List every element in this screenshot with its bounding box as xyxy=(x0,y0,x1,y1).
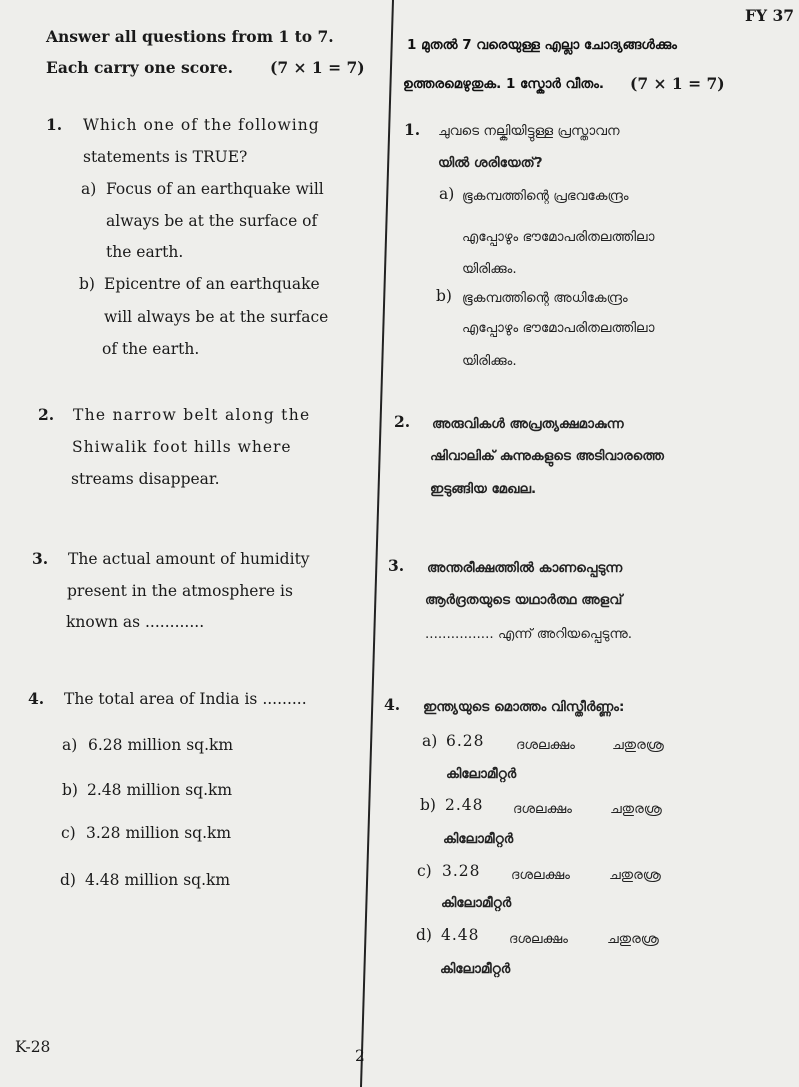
option-unit: ചതുരശ്ര xyxy=(609,867,661,883)
option-text: 6.28 million sq.km xyxy=(88,736,234,754)
option-unit: ദശലക്ഷം xyxy=(509,931,568,947)
paper-code: FY 37 xyxy=(745,6,795,25)
option-unit: കിലോമീറ്റർ xyxy=(441,895,512,911)
option-number: 6.28 xyxy=(446,732,485,750)
option-label: a) xyxy=(81,180,97,198)
instruction-line-2: ഉത്തരമെഴുതുക. 1 സ്കോർ വീതം. xyxy=(403,76,605,92)
footer-code: K-28 xyxy=(15,1038,51,1056)
question-text: Which one of the following xyxy=(83,116,320,134)
question-number: 2. xyxy=(394,412,411,431)
option-text: 4.48 million sq.km xyxy=(85,871,231,889)
question-number: 3. xyxy=(388,556,405,575)
option-label: b) xyxy=(79,275,95,293)
question-text: ചുവടെ നല്കിയിട്ടുള്ള പ്രസ്താവന xyxy=(438,123,620,139)
option-unit: ചതുരശ്ര xyxy=(610,801,662,817)
question-number: 3. xyxy=(32,549,49,568)
option-label: a) xyxy=(439,185,455,203)
option-label: c) xyxy=(61,824,76,842)
instruction-line-1: Answer all questions from 1 to 7. xyxy=(46,27,334,46)
option-text: ഭൂകമ്പത്തിന്റെ അധികേന്ദ്രം xyxy=(462,290,628,306)
question-number: 1. xyxy=(46,115,63,134)
option-label: b) xyxy=(436,287,452,305)
option-label: b) xyxy=(62,781,78,799)
option-unit: ദശലക്ഷം xyxy=(516,737,575,753)
question-text: present in the atmosphere is xyxy=(67,582,293,600)
option-unit: കിലോമീറ്റർ xyxy=(443,831,514,847)
option-unit: ദശലക്ഷം xyxy=(511,867,570,883)
option-text: 3.28 million sq.km xyxy=(86,824,232,842)
question-text: യിൽ ശരിയേത്? xyxy=(438,155,543,171)
option-number: 3.28 xyxy=(442,862,481,880)
option-text: യിരിക്കും. xyxy=(462,353,517,369)
option-text: ഭൂകമ്പത്തിന്റെ പ്രഭവകേന്ദ്രം xyxy=(462,188,629,204)
option-text: the earth. xyxy=(106,243,184,261)
question-number: 2. xyxy=(38,405,55,424)
option-label: d) xyxy=(60,871,76,889)
option-text: Focus of an earthquake will xyxy=(106,180,324,198)
option-text: Epicentre of an earthquake xyxy=(104,275,320,293)
question-text: statements is TRUE? xyxy=(83,148,248,166)
option-unit: ചതുരശ്ര xyxy=(607,931,659,947)
page-number: 2 xyxy=(355,1047,365,1065)
option-text: of the earth. xyxy=(102,340,200,358)
question-text: ആർദ്രതയുടെ യഥാർത്ഥ അളവ് xyxy=(425,592,623,608)
option-unit: കിലോമീറ്റർ xyxy=(446,766,517,782)
option-text: എപ്പോഴും ഭൗമോപരിതലത്തിലാ xyxy=(462,229,655,245)
option-text: യിരിക്കും. xyxy=(462,261,517,277)
question-text: The actual amount of humidity xyxy=(68,550,310,568)
option-unit: ചതുരശ്ര xyxy=(612,737,664,753)
question-text: Shiwalik foot hills where xyxy=(72,438,292,456)
option-label: d) xyxy=(416,926,432,944)
question-number: 1. xyxy=(404,120,421,139)
option-unit: ദശലക്ഷം xyxy=(513,801,572,817)
score-note: (7 × 1 = 7) xyxy=(630,74,725,93)
question-text: അന്തരീക്ഷത്തിൽ കാണപ്പെടുന്ന xyxy=(427,560,623,576)
question-text: ഷിവാലിക് കുന്നുകളുടെ അടിവാരത്തെ xyxy=(430,448,664,464)
instruction-line-2: Each carry one score. xyxy=(46,58,233,77)
instruction-line-1: 1 മുതൽ 7 വരെയുള്ള എല്ലാ ചോദ്യങ്ങൾക്കും xyxy=(407,37,677,53)
option-text: എപ്പോഴും ഭൗമോപരിതലത്തിലാ xyxy=(462,320,655,336)
option-label: c) xyxy=(417,862,432,880)
question-text: ഇന്ത്യയുടെ മൊത്തം വിസ്തീർണ്ണം: xyxy=(423,699,625,715)
option-label: a) xyxy=(422,732,438,750)
option-text: 2.48 million sq.km xyxy=(87,781,233,799)
question-text: ................ എന്ന് അറിയപ്പെടുന്നു. xyxy=(425,626,633,642)
option-unit: കിലോമീറ്റർ xyxy=(440,961,511,977)
question-number: 4. xyxy=(384,695,401,714)
option-number: 2.48 xyxy=(445,796,484,814)
score-note: (7 × 1 = 7) xyxy=(270,58,365,77)
question-text: അരുവികൾ അപ്രത്യക്ഷമാകുന്ന xyxy=(432,416,624,432)
option-text: will always be at the surface xyxy=(104,308,329,326)
option-text: always be at the surface of xyxy=(106,212,318,230)
question-number: 4. xyxy=(28,689,45,708)
option-number: 4.48 xyxy=(441,926,480,944)
question-text: known as ............ xyxy=(66,613,205,631)
question-text: ഇടുങ്ങിയ മേഖല. xyxy=(430,481,537,497)
question-text: The total area of India is ......... xyxy=(64,690,307,708)
question-text: streams disappear. xyxy=(71,470,220,488)
option-label: b) xyxy=(420,796,436,814)
option-label: a) xyxy=(62,736,78,754)
question-text: The narrow belt along the xyxy=(73,406,311,424)
